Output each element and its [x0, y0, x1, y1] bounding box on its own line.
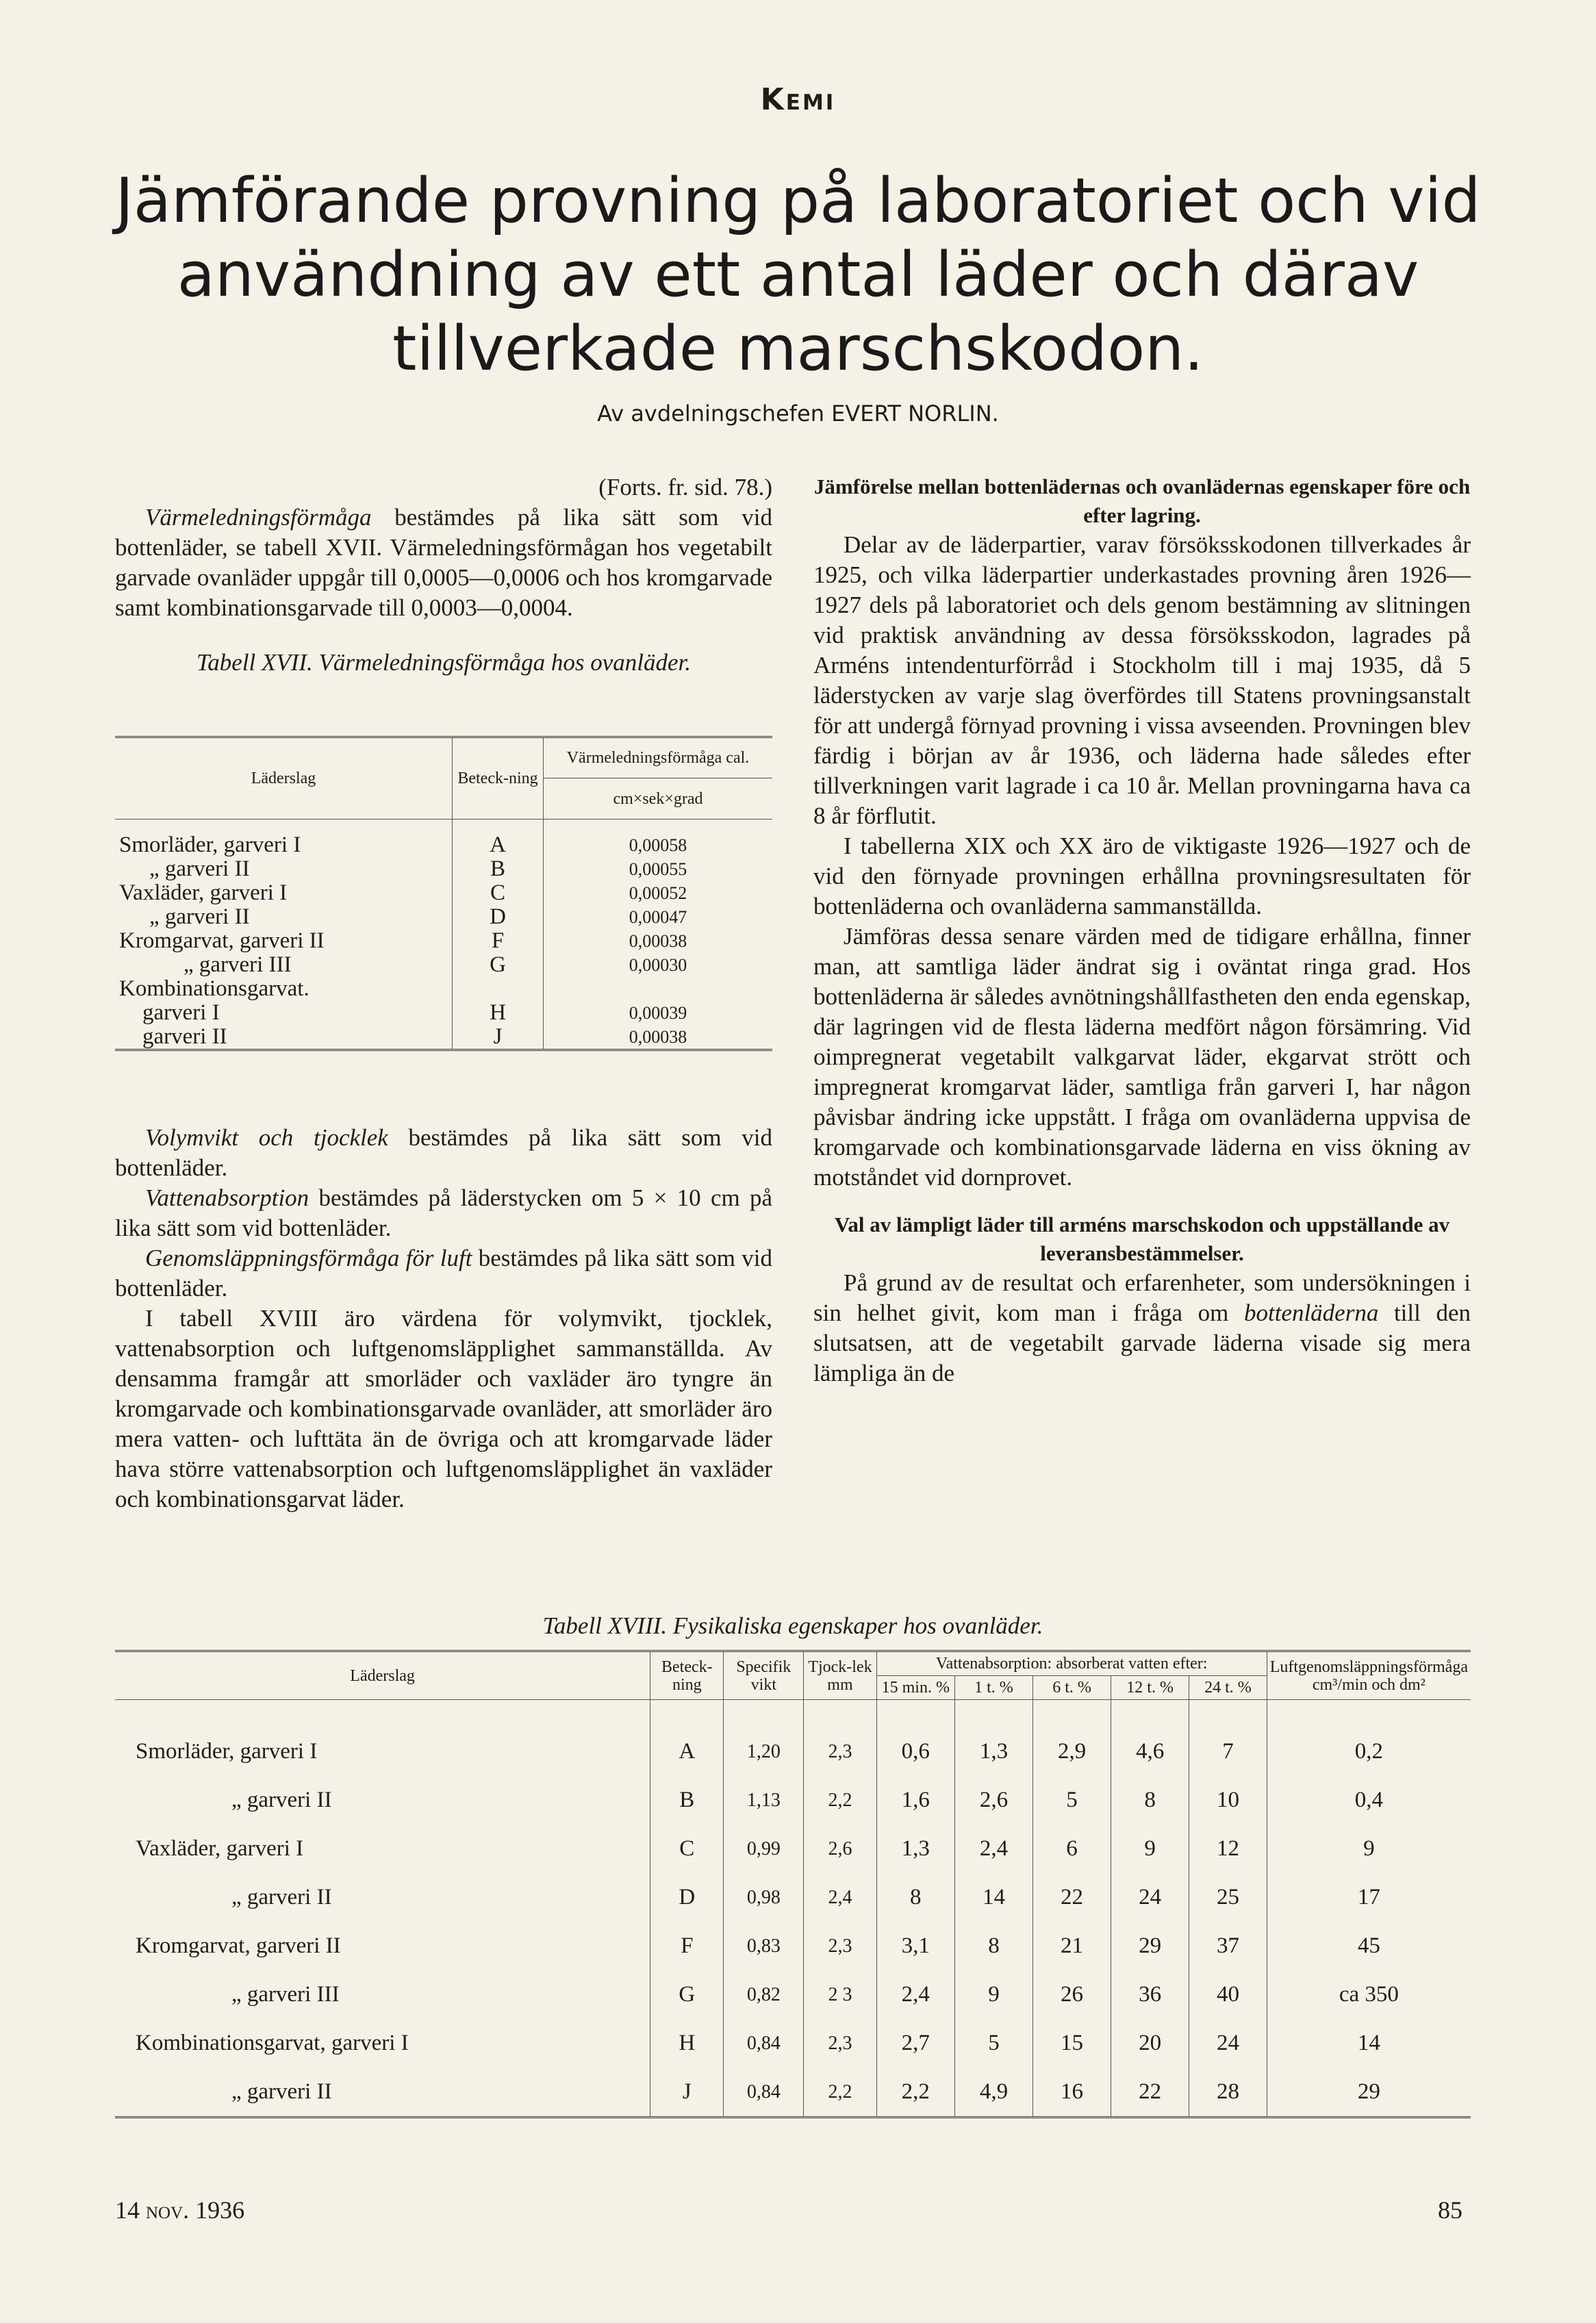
- continued-note: (Forts. fr. sid. 78.): [598, 474, 772, 500]
- t18-12t: 29: [1111, 1922, 1189, 1970]
- paragraph-lagring: Delar av de läderpartier, varav försöksskodonen tillverkades år 1925, och vilka läderpartier underkastades provning åren 1926—1927 dels på laboratoriet och dels genom bestämning av slitningen vid praktisk användning av dessa försöksskodon, lagrades på Arméns intendenturförråd i Stockholm till i maj 1935, då 5 läderstycken av varje slag överfördes till Statens provningsanstalt för att undergå förnyad provning i vissa avseenden. Provningen blev färdig i början av år 1936, och läderna hade således efter tillverkningen varit lagrade i ca 10 år. Mellan provningarna hava ca 8 år förflutit.: [813, 531, 1471, 829]
- t18-header-15min: 15 min. %: [876, 1676, 954, 1700]
- paragraph-volymvikt-text: bestämdes på lika sätt som vid bottenläder.: [115, 1124, 773, 1181]
- t18-luft: 45: [1357, 1933, 1380, 1958]
- byline: Av avdelningschefen EVERT NORLIN.: [597, 401, 999, 427]
- table-row: [115, 2068, 1471, 2118]
- paragraph-genomslappning: [115, 1243, 772, 1304]
- t17-name: Vaxläder, garveri I: [115, 881, 453, 905]
- table-row: [115, 1727, 1471, 1776]
- t18-6t: 5: [1033, 1776, 1111, 1825]
- t18-luft: 17: [1357, 1885, 1380, 1909]
- t18-luft: 9: [1363, 1836, 1375, 1861]
- t18-code: F: [650, 1922, 724, 1970]
- t18-15min: 2,4: [876, 1970, 954, 2019]
- table-row: [115, 857, 772, 881]
- t18-12t: 24: [1111, 1873, 1189, 1922]
- paragraph-varmeledning: [115, 503, 772, 623]
- t17-value: [544, 977, 773, 1001]
- t18-15min: 0,6: [876, 1727, 954, 1776]
- t17-header-unit: cm×sek×grad: [613, 789, 703, 808]
- t18-12t: 4,6: [1111, 1727, 1189, 1776]
- t18-name: „ garveri II: [115, 2068, 650, 2118]
- t18-15min: 2,7: [876, 2019, 954, 2068]
- t17-name: „ garveri III: [115, 953, 453, 977]
- t18-tjocklek: 2,3: [804, 1922, 876, 1970]
- t18-15min: 8: [876, 1873, 954, 1922]
- t18-12t: 8: [1111, 1776, 1189, 1825]
- left-column-bottom: [115, 1123, 772, 1514]
- t17-code: H: [453, 1001, 544, 1025]
- t17-value: 0,00030: [629, 954, 687, 975]
- t17-code: A: [453, 833, 544, 857]
- t18-header-12t: 12 t. %: [1111, 1676, 1189, 1700]
- t17-value: 0,00038: [629, 1026, 687, 1047]
- t18-name: „ garveri III: [115, 1970, 650, 2019]
- term-bottenladerna: bottenläderna: [1243, 1299, 1379, 1326]
- t18-24t: 37: [1189, 1922, 1267, 1970]
- t17-name: Kombinationsgarvat.: [115, 977, 453, 1001]
- t18-specifik: 1,20: [724, 1727, 804, 1776]
- t18-6t: 16: [1033, 2068, 1111, 2118]
- left-column-top: [115, 472, 772, 678]
- paragraph-volymvikt: [115, 1123, 772, 1183]
- t18-15min: 2,2: [876, 2068, 954, 2118]
- t18-header-tjocklek: Tjock-lek mm: [804, 1651, 876, 1700]
- term-vattenabsorption: Vattenabsorption: [145, 1184, 309, 1211]
- paragraph-pa-grund: [813, 1268, 1471, 1388]
- t18-1t: 2,6: [954, 1776, 1033, 1825]
- table-row: [115, 977, 772, 1001]
- paragraph-pa-grund-b: till den slutsatsen, att de vegetabilt garvade läderna visade sig mera lämpliga än de: [813, 1299, 1471, 1386]
- table-row: [115, 1873, 1471, 1922]
- t17-value: 0,00058: [629, 835, 687, 855]
- paragraph-tabell-xviii: I tabell XVIII äro värdena för volymvikt, tjocklek, vattenabsorption och luftgenomsläpplighet sammanställda. Av densamma framgår att smorläder och vaxläder äro tyngre än kromgarvade och kombinationsgarvade ovanläder, att smorläder äro mera vatten- och lufttäta än de övriga och att kromgarvade läder hava större vattenabsorption och luftgenomsläpplighet än vaxläder och kombinationsgarvat läder.: [115, 1305, 772, 1512]
- table-row: [115, 881, 772, 905]
- t18-15min: 1,6: [876, 1776, 954, 1825]
- t18-code: H: [650, 2019, 724, 2068]
- t18-header-beteckning: Beteck-ning: [650, 1651, 724, 1700]
- t17-header-laderslag: Läderslag: [115, 737, 453, 820]
- t18-24t: 40: [1189, 1970, 1267, 2019]
- t18-header-1t: 1 t. %: [954, 1676, 1033, 1700]
- paragraph-vattenabsorption: [115, 1183, 772, 1243]
- t18-1t: 8: [954, 1922, 1033, 1970]
- t18-code: D: [650, 1873, 724, 1922]
- t18-code: G: [650, 1970, 724, 2019]
- t18-header-6t: 6 t. %: [1033, 1676, 1111, 1700]
- t18-luft: 0,4: [1354, 1788, 1383, 1812]
- table17-caption: Tabell XVII. Värmeledningsförmåga hos ovanläder.: [197, 649, 691, 676]
- term-genomslappning: Genomsläppningsförmåga för luft: [145, 1245, 472, 1271]
- table-row: [115, 1001, 772, 1025]
- t17-name: Smorläder, garveri I: [115, 833, 453, 857]
- t18-specifik: 1,13: [724, 1776, 804, 1825]
- t18-code: B: [650, 1776, 724, 1825]
- t18-specifik: 0,82: [724, 1970, 804, 2019]
- article-title: [103, 164, 1493, 386]
- t18-luft: 29: [1357, 2079, 1380, 2104]
- paragraph-pa-grund-a: På grund av de resultat och erfarenheter, som undersökningen i sin helhet givit, kom man i fråga om: [813, 1269, 1471, 1326]
- t18-15min: 3,1: [876, 1922, 954, 1970]
- t18-6t: 6: [1033, 1825, 1111, 1873]
- t18-name: Vaxläder, garveri I: [115, 1825, 650, 1873]
- t18-12t: 22: [1111, 2068, 1189, 2118]
- table-row: [115, 905, 772, 929]
- t17-value: 0,00055: [629, 859, 687, 879]
- t18-header-luft: Luftgenomsläppningsförmåga cm³/min och dm²: [1269, 1658, 1468, 1694]
- table-row: [115, 929, 772, 953]
- t18-specifik: 0,84: [724, 2068, 804, 2118]
- footer-page-number: 85: [1438, 2196, 1462, 2224]
- t18-specifik: 0,98: [724, 1873, 804, 1922]
- t17-name: garveri II: [115, 1025, 453, 1050]
- t18-tjocklek: 2,2: [804, 2068, 876, 2118]
- t17-value: 0,00052: [629, 883, 687, 903]
- table18-caption: Tabell XVIII. Fysikaliska egenskaper hos ovanläder.: [542, 1612, 1043, 1639]
- table-xviii: [115, 1650, 1471, 2118]
- table-row: [115, 1776, 1471, 1825]
- t18-header-specifik: Specifik vikt: [724, 1651, 804, 1700]
- title-line-1: Jämförande provning på laboratoriet och vid: [115, 165, 1481, 237]
- t18-24t: 25: [1189, 1873, 1267, 1922]
- table-row: [115, 1825, 1471, 1873]
- t18-code: A: [650, 1727, 724, 1776]
- title-line-3: tillverkade marschskodon.: [392, 313, 1204, 385]
- t17-code: D: [453, 905, 544, 929]
- t17-code: G: [453, 953, 544, 977]
- t18-code: J: [650, 2068, 724, 2118]
- paragraph-varmeledning-text: bestämdes på lika sätt som vid bottenläder, se tabell XVII. Värmeledningsförmågan hos vegetabilt garvade ovanläder uppgår till 0,0005—0,0006 och hos kromgarvade samt kombinationsgarvade till 0,0003—0,0004.: [115, 504, 773, 621]
- t18-6t: 15: [1033, 2019, 1111, 2068]
- t17-code: J: [453, 1025, 544, 1050]
- t17-header-varme: Värmeledningsförmåga cal.: [544, 737, 773, 778]
- t18-15min: 1,3: [876, 1825, 954, 1873]
- footer-date: 14 nov. 1936: [115, 2196, 245, 2224]
- t18-header-laderslag: Läderslag: [115, 1651, 650, 1700]
- subheading-val: Val av lämpligt läder till arméns marschskodon och uppställande av leveransbestämmelser.: [834, 1213, 1450, 1265]
- t17-header-beteckning: Beteck-ning: [453, 737, 544, 820]
- t18-1t: 9: [954, 1970, 1033, 2019]
- t18-header-vatten: Vattenabsorption: absorberat vatten efter:: [876, 1651, 1267, 1676]
- t17-name: garveri I: [115, 1001, 453, 1025]
- t17-name: „ garveri II: [115, 857, 453, 881]
- t18-luft: 0,2: [1354, 1739, 1383, 1764]
- table-row: [115, 1025, 772, 1050]
- t18-luft: 14: [1357, 2031, 1380, 2055]
- t18-6t: 26: [1033, 1970, 1111, 2019]
- t18-24t: 10: [1189, 1776, 1267, 1825]
- t17-value: 0,00038: [629, 930, 687, 951]
- t18-24t: 7: [1189, 1727, 1267, 1776]
- t17-name: Kromgarvat, garveri II: [115, 929, 453, 953]
- t18-tjocklek: 2,3: [804, 1727, 876, 1776]
- t18-tjocklek: 2,4: [804, 1873, 876, 1922]
- t17-value: 0,00047: [629, 906, 687, 927]
- t17-code: C: [453, 881, 544, 905]
- term-volymvikt: Volymvikt och tjocklek: [145, 1124, 388, 1151]
- t18-name: Smorläder, garveri I: [115, 1727, 650, 1776]
- table-row: [115, 2019, 1471, 2068]
- table-xvii: [115, 736, 772, 1051]
- t18-12t: 36: [1111, 1970, 1189, 2019]
- t18-name: „ garveri II: [115, 1776, 650, 1825]
- right-column: [813, 472, 1471, 1388]
- subheading-jamforelse: Jämförelse mellan bottenlädernas och ovanlädernas egenskaper före och efter lagring.: [813, 474, 1471, 527]
- t18-24t: 28: [1189, 2068, 1267, 2118]
- table-row: [115, 1970, 1471, 2019]
- t18-code: C: [650, 1825, 724, 1873]
- paragraph-genomslappning-text: bestämdes på lika sätt som vid bottenläder.: [115, 1245, 772, 1302]
- t18-24t: 12: [1189, 1825, 1267, 1873]
- paragraph-jamforas: Jämföras dessa senare värden med de tidigare erhållna, finner man, att samtliga läder ändrat sig i oväntat ringa grad. Hos bottenläderna är således avnötningshållfastheten den enda egenskap, där lagringen vid de flesta läderna medfört någon försämring. Vid oimpregnerat vegetabilt valkgarvat läder, ekgarvat strött och impregnerat kromgarvat läder, samtliga från garveri I, har någon påvisbar ändring icke uppstått. I fråga om ovanläderna uppvisa de kromgarvade och kombinationsgarvade läderna en viss ökning av motståndet vid dornprovet.: [813, 923, 1471, 1191]
- t18-1t: 5: [954, 2019, 1033, 2068]
- table-row: [115, 1922, 1471, 1970]
- table-row: [115, 953, 772, 977]
- t18-1t: 2,4: [954, 1825, 1033, 1873]
- t17-code: F: [453, 929, 544, 953]
- t18-6t: 2,9: [1033, 1727, 1111, 1776]
- title-line-2: användning av ett antal läder och därav: [177, 239, 1419, 311]
- t18-12t: 9: [1111, 1825, 1189, 1873]
- t18-tjocklek: 2,6: [804, 1825, 876, 1873]
- t18-name: Kromgarvat, garveri II: [115, 1922, 650, 1970]
- t18-specifik: 0,99: [724, 1825, 804, 1873]
- t17-code: [453, 977, 544, 1001]
- t18-6t: 22: [1033, 1873, 1111, 1922]
- t18-12t: 20: [1111, 2019, 1189, 2068]
- t18-header-24t: 24 t. %: [1189, 1676, 1267, 1700]
- t18-24t: 24: [1189, 2019, 1267, 2068]
- paragraph-tabellerna: I tabellerna XIX och XX äro de viktigaste 1926—1927 och de vid den förnyade provningen erhållna provningsresultaten för bottenläderna och ovanläderna sammanställda.: [813, 833, 1471, 919]
- t18-specifik: 0,84: [724, 2019, 804, 2068]
- t18-1t: 4,9: [954, 2068, 1033, 2118]
- t18-1t: 1,3: [954, 1727, 1033, 1776]
- t17-value: 0,00039: [629, 1002, 687, 1023]
- t18-tjocklek: 2 3: [804, 1970, 876, 2019]
- t18-name: Kombinationsgarvat, garveri I: [115, 2019, 650, 2068]
- t18-name: „ garveri II: [115, 1873, 650, 1922]
- t18-6t: 21: [1033, 1922, 1111, 1970]
- paragraph-vattenabsorption-text: bestämdes på läderstycken om 5 × 10 cm på lika sätt som vid bottenläder.: [115, 1184, 772, 1241]
- t18-luft: ca 350: [1339, 1982, 1399, 2007]
- t17-code: B: [453, 857, 544, 881]
- t18-tjocklek: 2,3: [804, 2019, 876, 2068]
- table-row: [115, 833, 772, 857]
- t17-name: „ garveri II: [115, 905, 453, 929]
- t18-tjocklek: 2,2: [804, 1776, 876, 1825]
- t18-specifik: 0,83: [724, 1922, 804, 1970]
- section-heading: Kemi: [760, 82, 836, 117]
- term-varmeledning: Värmeledningsförmåga: [145, 504, 372, 531]
- t18-1t: 14: [954, 1873, 1033, 1922]
